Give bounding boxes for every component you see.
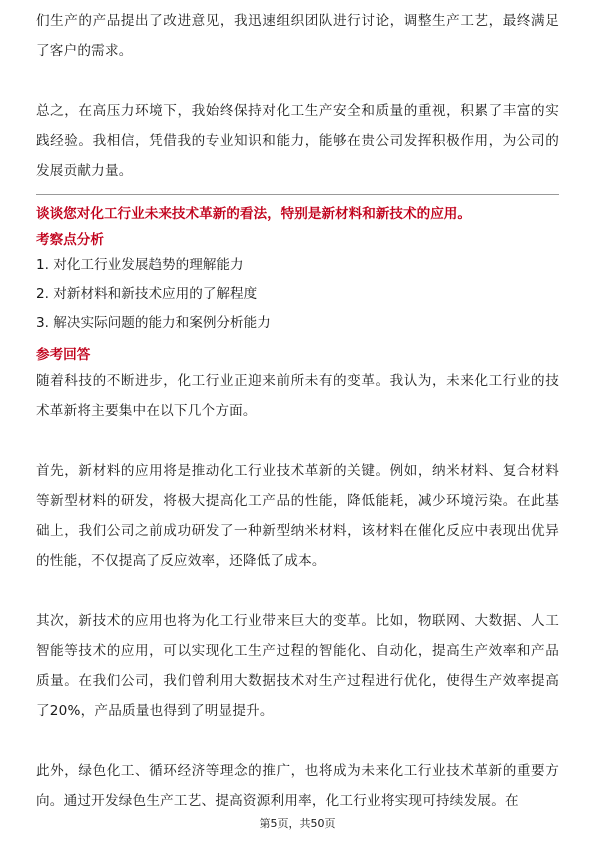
document-page (36, 0, 559, 816)
answer-heading: 参考回答 (36, 347, 91, 363)
analysis-list (36, 251, 559, 338)
interview-question: 谈谈您对化工行业未来技术革新的看法，特别是新材料和新技术的应用。 (36, 206, 471, 222)
analysis-heading: 考察点分析 (36, 232, 104, 248)
answer-paragraph-2: 首先，新材料的应用将是推动化工行业技术革新的关键。例如，纳米材料、复合材料等新型材料的研发，将极大提高化工产品的性能，降低能耗，减少环境污染。在此基础上，我们公司之前成功研发了一种新型纳米材料，该材料在催化反应中表现出优异的性能，不仅提高了反应效率，还降低了成本。 (36, 463, 559, 569)
spacer (36, 426, 559, 456)
page-number: 第5页，共50页 (259, 817, 336, 830)
spacer (36, 186, 559, 194)
spacer (36, 66, 559, 96)
intro-paragraph-1: 们生产的产品提出了改进意见，我迅速组织团队进行讨论，调整生产工艺，最终满足了客户的需求。 (36, 13, 559, 59)
answer-paragraph-1: 随着科技的不断进步，化工行业正迎来前所未有的变革。我认为，未来化工行业的技术革新将主要集中在以下几个方面。 (36, 373, 559, 419)
answer-paragraph-4: 此外，绿色化工、循环经济等理念的推广，也将成为未来化工行业技术革新的重要方向。通过开发绿色生产工艺、提高资源利用率，化工行业将实现可持续发展。在 (36, 763, 559, 809)
analysis-item: 1. 对化工行业发展趋势的理解能力 (36, 257, 244, 273)
analysis-item: 3. 解决实际问题的能力和案例分析能力 (36, 315, 271, 331)
spacer (36, 726, 559, 756)
intro-paragraph-2: 总之，在高压力环境下，我始终保持对化工生产安全和质量的重视，积累了丰富的实践经验。我相信，凭借我的专业知识和能力，能够在贵公司发挥积极作用，为公司的发展贡献力量。 (36, 103, 559, 179)
answer-paragraph-3: 其次，新技术的应用也将为化工行业带来巨大的变革。比如，物联网、大数据、人工智能等技术的应用，可以实现化工生产过程的智能化、自动化，提高生产效率和产品质量。在我们公司，我们曾利用大数据技术对生产过程进行优化，使得生产效率提高了20%，产品质量也得到了明显提升。 (36, 613, 559, 719)
section-divider (36, 194, 559, 195)
analysis-item: 2. 对新材料和新技术应用的了解程度 (36, 286, 258, 302)
spacer (36, 576, 559, 606)
